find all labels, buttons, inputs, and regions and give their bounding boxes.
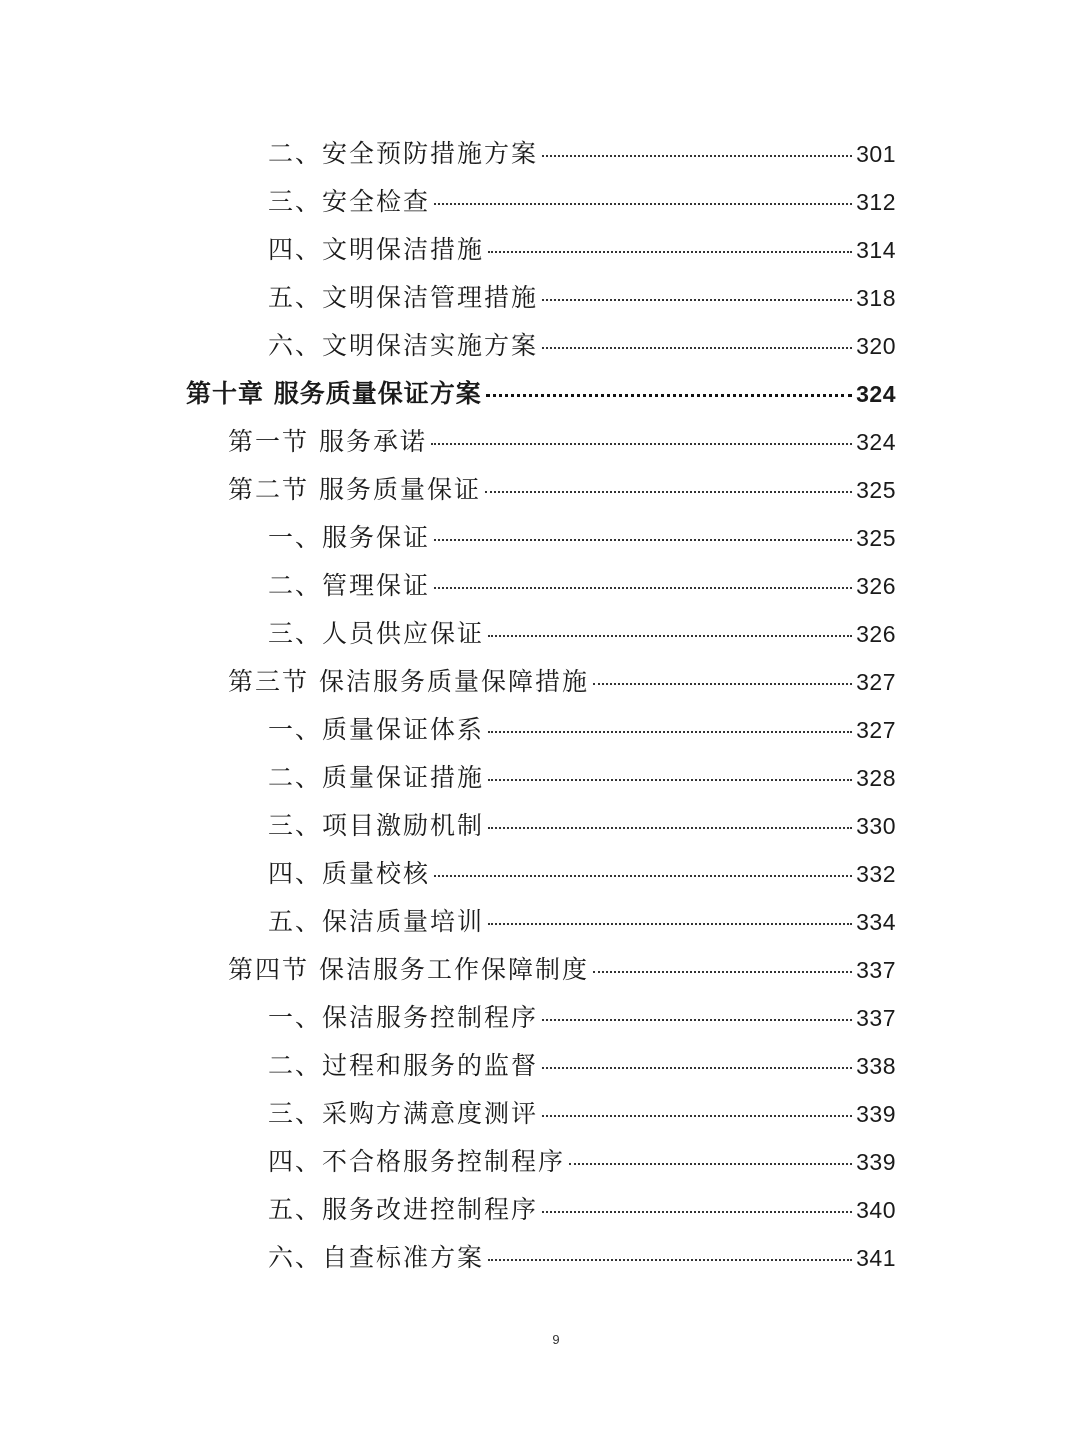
toc-entry-title: 四、质量校核: [268, 859, 431, 888]
toc-entry-page-number: 340: [856, 1197, 896, 1223]
toc-subsection-entry[interactable]: [0, 176, 1080, 224]
toc-entry-page-number: 341: [856, 1245, 896, 1271]
toc-entry-title: 五、保洁质量培训: [268, 907, 485, 936]
toc-dot-leader: [542, 155, 852, 157]
toc-entry-line: [268, 1142, 896, 1178]
toc-dot-leader: [488, 731, 852, 733]
toc-dot-leader: [434, 203, 852, 205]
toc-entry-line: [268, 998, 896, 1034]
toc-entry-page-number: 325: [856, 525, 896, 551]
toc-entry-line: [186, 374, 896, 410]
toc-entry-line: [268, 134, 896, 170]
toc-dot-leader: [542, 1211, 852, 1213]
toc-dot-leader: [434, 539, 852, 541]
page-number: 9: [552, 1332, 560, 1347]
toc-entry-title: 二、安全预防措施方案: [268, 139, 539, 168]
toc-entry-page-number: 328: [856, 765, 896, 791]
toc-subsection-entry[interactable]: [0, 512, 1080, 560]
toc-entry-title: 三、安全检查: [268, 187, 431, 216]
toc-entry-line: [228, 470, 896, 506]
toc-entry-page-number: 338: [856, 1053, 896, 1079]
toc-subsection-entry[interactable]: [0, 800, 1080, 848]
toc-entry-title: 第一节 服务承诺: [228, 427, 427, 456]
toc-entry-page-number: 320: [856, 333, 896, 359]
toc-entry-title: 二、质量保证措施: [268, 763, 485, 792]
toc-entry-line: [268, 902, 896, 938]
toc-dot-leader: [488, 779, 852, 781]
toc-entry-line: [228, 422, 896, 458]
toc-entry-page-number: 327: [856, 717, 896, 743]
toc-subsection-entry[interactable]: [0, 224, 1080, 272]
toc-entry-title: 四、文明保洁措施: [268, 235, 485, 264]
toc-entry-title: 四、不合格服务控制程序: [268, 1147, 566, 1176]
toc-entry-line: [268, 854, 896, 890]
toc-subsection-entry[interactable]: [0, 848, 1080, 896]
toc-entry-line: [268, 278, 896, 314]
toc-entry-page-number: 330: [856, 813, 896, 839]
toc-entry-title: 二、过程和服务的监督: [268, 1051, 539, 1080]
toc-entry-page-number: 324: [856, 429, 896, 455]
toc-section-entry[interactable]: [0, 416, 1080, 464]
toc-entry-title: 一、服务保证: [268, 523, 431, 552]
toc-dot-leader: [434, 587, 852, 589]
toc-entry-page-number: 334: [856, 909, 896, 935]
toc-entry-title: 第三节 保洁服务质量保障措施: [228, 667, 589, 696]
toc-entry-line: [268, 614, 896, 650]
toc-subsection-entry[interactable]: [0, 992, 1080, 1040]
toc-dot-leader: [488, 635, 852, 637]
toc-dot-leader: [488, 923, 852, 925]
toc-entry-title: 第二节 服务质量保证: [228, 475, 481, 504]
toc-dot-leader: [434, 875, 852, 877]
toc-dot-leader: [488, 827, 852, 829]
toc-entry-line: [268, 230, 896, 266]
toc-dot-leader: [488, 1259, 852, 1261]
toc-entry-title: 六、自查标准方案: [268, 1243, 485, 1272]
toc-section-entry[interactable]: [0, 656, 1080, 704]
toc-subsection-entry[interactable]: [0, 1040, 1080, 1088]
toc-entry-line: [228, 662, 896, 698]
toc-subsection-entry[interactable]: [0, 1088, 1080, 1136]
toc-entry-page-number: 332: [856, 861, 896, 887]
toc-entry-line: [268, 758, 896, 794]
toc-subsection-entry[interactable]: [0, 560, 1080, 608]
toc-entry-page-number: 327: [856, 669, 896, 695]
toc-entry-line: [268, 326, 896, 362]
toc-subsection-entry[interactable]: [0, 896, 1080, 944]
toc-dot-leader: [542, 1067, 852, 1069]
toc-entry-line: [268, 566, 896, 602]
toc-entry-page-number: 325: [856, 477, 896, 503]
toc-dot-leader: [593, 683, 852, 685]
toc-entry-page-number: 337: [856, 957, 896, 983]
toc-entry-line: [268, 1190, 896, 1226]
toc-entry-page-number: 324: [856, 381, 896, 407]
toc-subsection-entry[interactable]: [0, 752, 1080, 800]
toc-entry-line: [268, 1238, 896, 1274]
toc-entry-line: [268, 710, 896, 746]
toc-entry-title: 第十章 服务质量保证方案: [186, 379, 482, 408]
toc-entry-line: [268, 182, 896, 218]
toc-section-entry[interactable]: [0, 464, 1080, 512]
toc-dot-leader: [569, 1163, 852, 1165]
toc-entry-page-number: 339: [856, 1149, 896, 1175]
toc-entry-title: 六、文明保洁实施方案: [268, 331, 539, 360]
toc-subsection-entry[interactable]: [0, 128, 1080, 176]
toc-entry-title: 三、人员供应保证: [268, 619, 485, 648]
toc-entry-page-number: 314: [856, 237, 896, 263]
toc-dot-leader: [431, 443, 852, 445]
toc-entry-title: 一、保洁服务控制程序: [268, 1003, 539, 1032]
table-of-contents: [0, 128, 1080, 1280]
toc-subsection-entry[interactable]: [0, 272, 1080, 320]
toc-entry-title: 一、质量保证体系: [268, 715, 485, 744]
toc-dot-leader: [486, 394, 852, 397]
toc-entry-title: 二、管理保证: [268, 571, 431, 600]
toc-entry-line: [268, 518, 896, 554]
toc-subsection-entry[interactable]: [0, 1136, 1080, 1184]
toc-entry-line: [268, 1046, 896, 1082]
toc-subsection-entry[interactable]: [0, 704, 1080, 752]
toc-chapter-entry[interactable]: [0, 368, 1080, 416]
toc-dot-leader: [542, 1115, 852, 1117]
toc-entry-line: [268, 806, 896, 842]
toc-subsection-entry[interactable]: [0, 1184, 1080, 1232]
toc-subsection-entry[interactable]: [0, 320, 1080, 368]
toc-entry-page-number: 339: [856, 1101, 896, 1127]
toc-entry-line: [268, 1094, 896, 1130]
toc-entry-title: 五、服务改进控制程序: [268, 1195, 539, 1224]
toc-entry-page-number: 318: [856, 285, 896, 311]
toc-section-entry[interactable]: [0, 944, 1080, 992]
toc-dot-leader: [593, 971, 852, 973]
toc-dot-leader: [542, 347, 852, 349]
toc-entry-line: [228, 950, 896, 986]
toc-entry-page-number: 301: [856, 141, 896, 167]
toc-subsection-entry[interactable]: [0, 1232, 1080, 1280]
toc-entry-title: 三、采购方满意度测评: [268, 1099, 539, 1128]
toc-entry-page-number: 326: [856, 621, 896, 647]
toc-entry-page-number: 326: [856, 573, 896, 599]
toc-subsection-entry[interactable]: [0, 608, 1080, 656]
toc-entry-page-number: 337: [856, 1005, 896, 1031]
toc-entry-title: 第四节 保洁服务工作保障制度: [228, 955, 589, 984]
toc-entry-title: 三、项目激励机制: [268, 811, 485, 840]
toc-dot-leader: [542, 1019, 852, 1021]
toc-entry-title: 五、文明保洁管理措施: [268, 283, 539, 312]
toc-dot-leader: [485, 491, 852, 493]
toc-entry-page-number: 312: [856, 189, 896, 215]
toc-dot-leader: [488, 251, 852, 253]
toc-dot-leader: [542, 299, 852, 301]
